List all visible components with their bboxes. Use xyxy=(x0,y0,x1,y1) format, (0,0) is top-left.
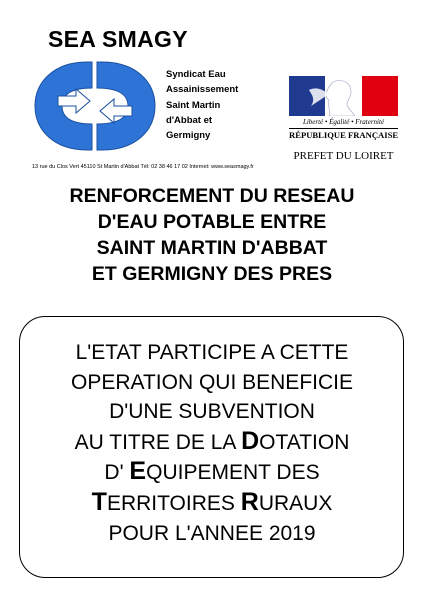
syndicat-line: Assainissement xyxy=(166,84,239,96)
notice-line xyxy=(0,488,424,519)
notice-text-segment: D' xyxy=(104,461,130,485)
title-line: SAINT MARTIN D'ABBAT xyxy=(96,237,328,259)
title-line: RENFORCEMENT DU RESEAU xyxy=(69,185,355,207)
notice-text-segment: ERRITOIRES xyxy=(106,491,241,515)
republic-name: RÉPUBLIQUE FRANÇAISE xyxy=(289,130,399,140)
page-title xyxy=(0,183,424,287)
notice-text-segment: OTATION xyxy=(259,430,350,454)
notice-text-segment: AU TITRE DE LA xyxy=(74,430,242,454)
initial-letter: R xyxy=(240,487,259,516)
notice-line: POUR L'ANNEE 2019 xyxy=(108,521,316,545)
syndicat-line: Saint Martin xyxy=(166,99,221,111)
notice-line: L'ETAT PARTICIPE A CETTE xyxy=(75,341,349,364)
initial-letter: E xyxy=(129,457,147,486)
syndicat-line: d'Abbat et xyxy=(166,114,213,126)
notice-text xyxy=(0,338,424,548)
initial-letter: T xyxy=(91,487,107,516)
notice-line: D'UNE SUBVENTION xyxy=(109,400,315,424)
notice-text-segment: QUIPEMENT DES xyxy=(146,461,320,485)
notice-line: OPERATION QUI BENEFICIE xyxy=(71,370,353,394)
prefet-title: PREFET DU LOIRET xyxy=(293,150,394,162)
divider xyxy=(289,128,398,129)
marianne-flag-icon xyxy=(289,76,398,116)
republic-devise: Liberté • Égalité • Fraternité xyxy=(302,118,385,126)
notice-text-segment: URAUX xyxy=(258,491,333,515)
title-line: ET GERMIGNY DES PRES xyxy=(91,263,333,285)
address-line: 13 rue du Clos Vert 45110 St Martin d'Abbat Tél: 02 38 46 17 02 Internet: www.seasmagy.fr xyxy=(32,164,254,170)
title-line: D'EAU POTABLE ENTRE xyxy=(97,211,327,233)
initial-letter: D xyxy=(241,426,260,455)
notice-line xyxy=(0,427,424,458)
notice-line xyxy=(0,457,424,488)
syndicat-line: Germigny xyxy=(166,130,211,142)
org-name: SEA SMAGY xyxy=(48,26,188,52)
syndicat-name xyxy=(166,67,238,143)
syndicat-line: Syndicat Eau xyxy=(166,69,226,80)
water-arrows-logo-icon xyxy=(32,58,158,154)
